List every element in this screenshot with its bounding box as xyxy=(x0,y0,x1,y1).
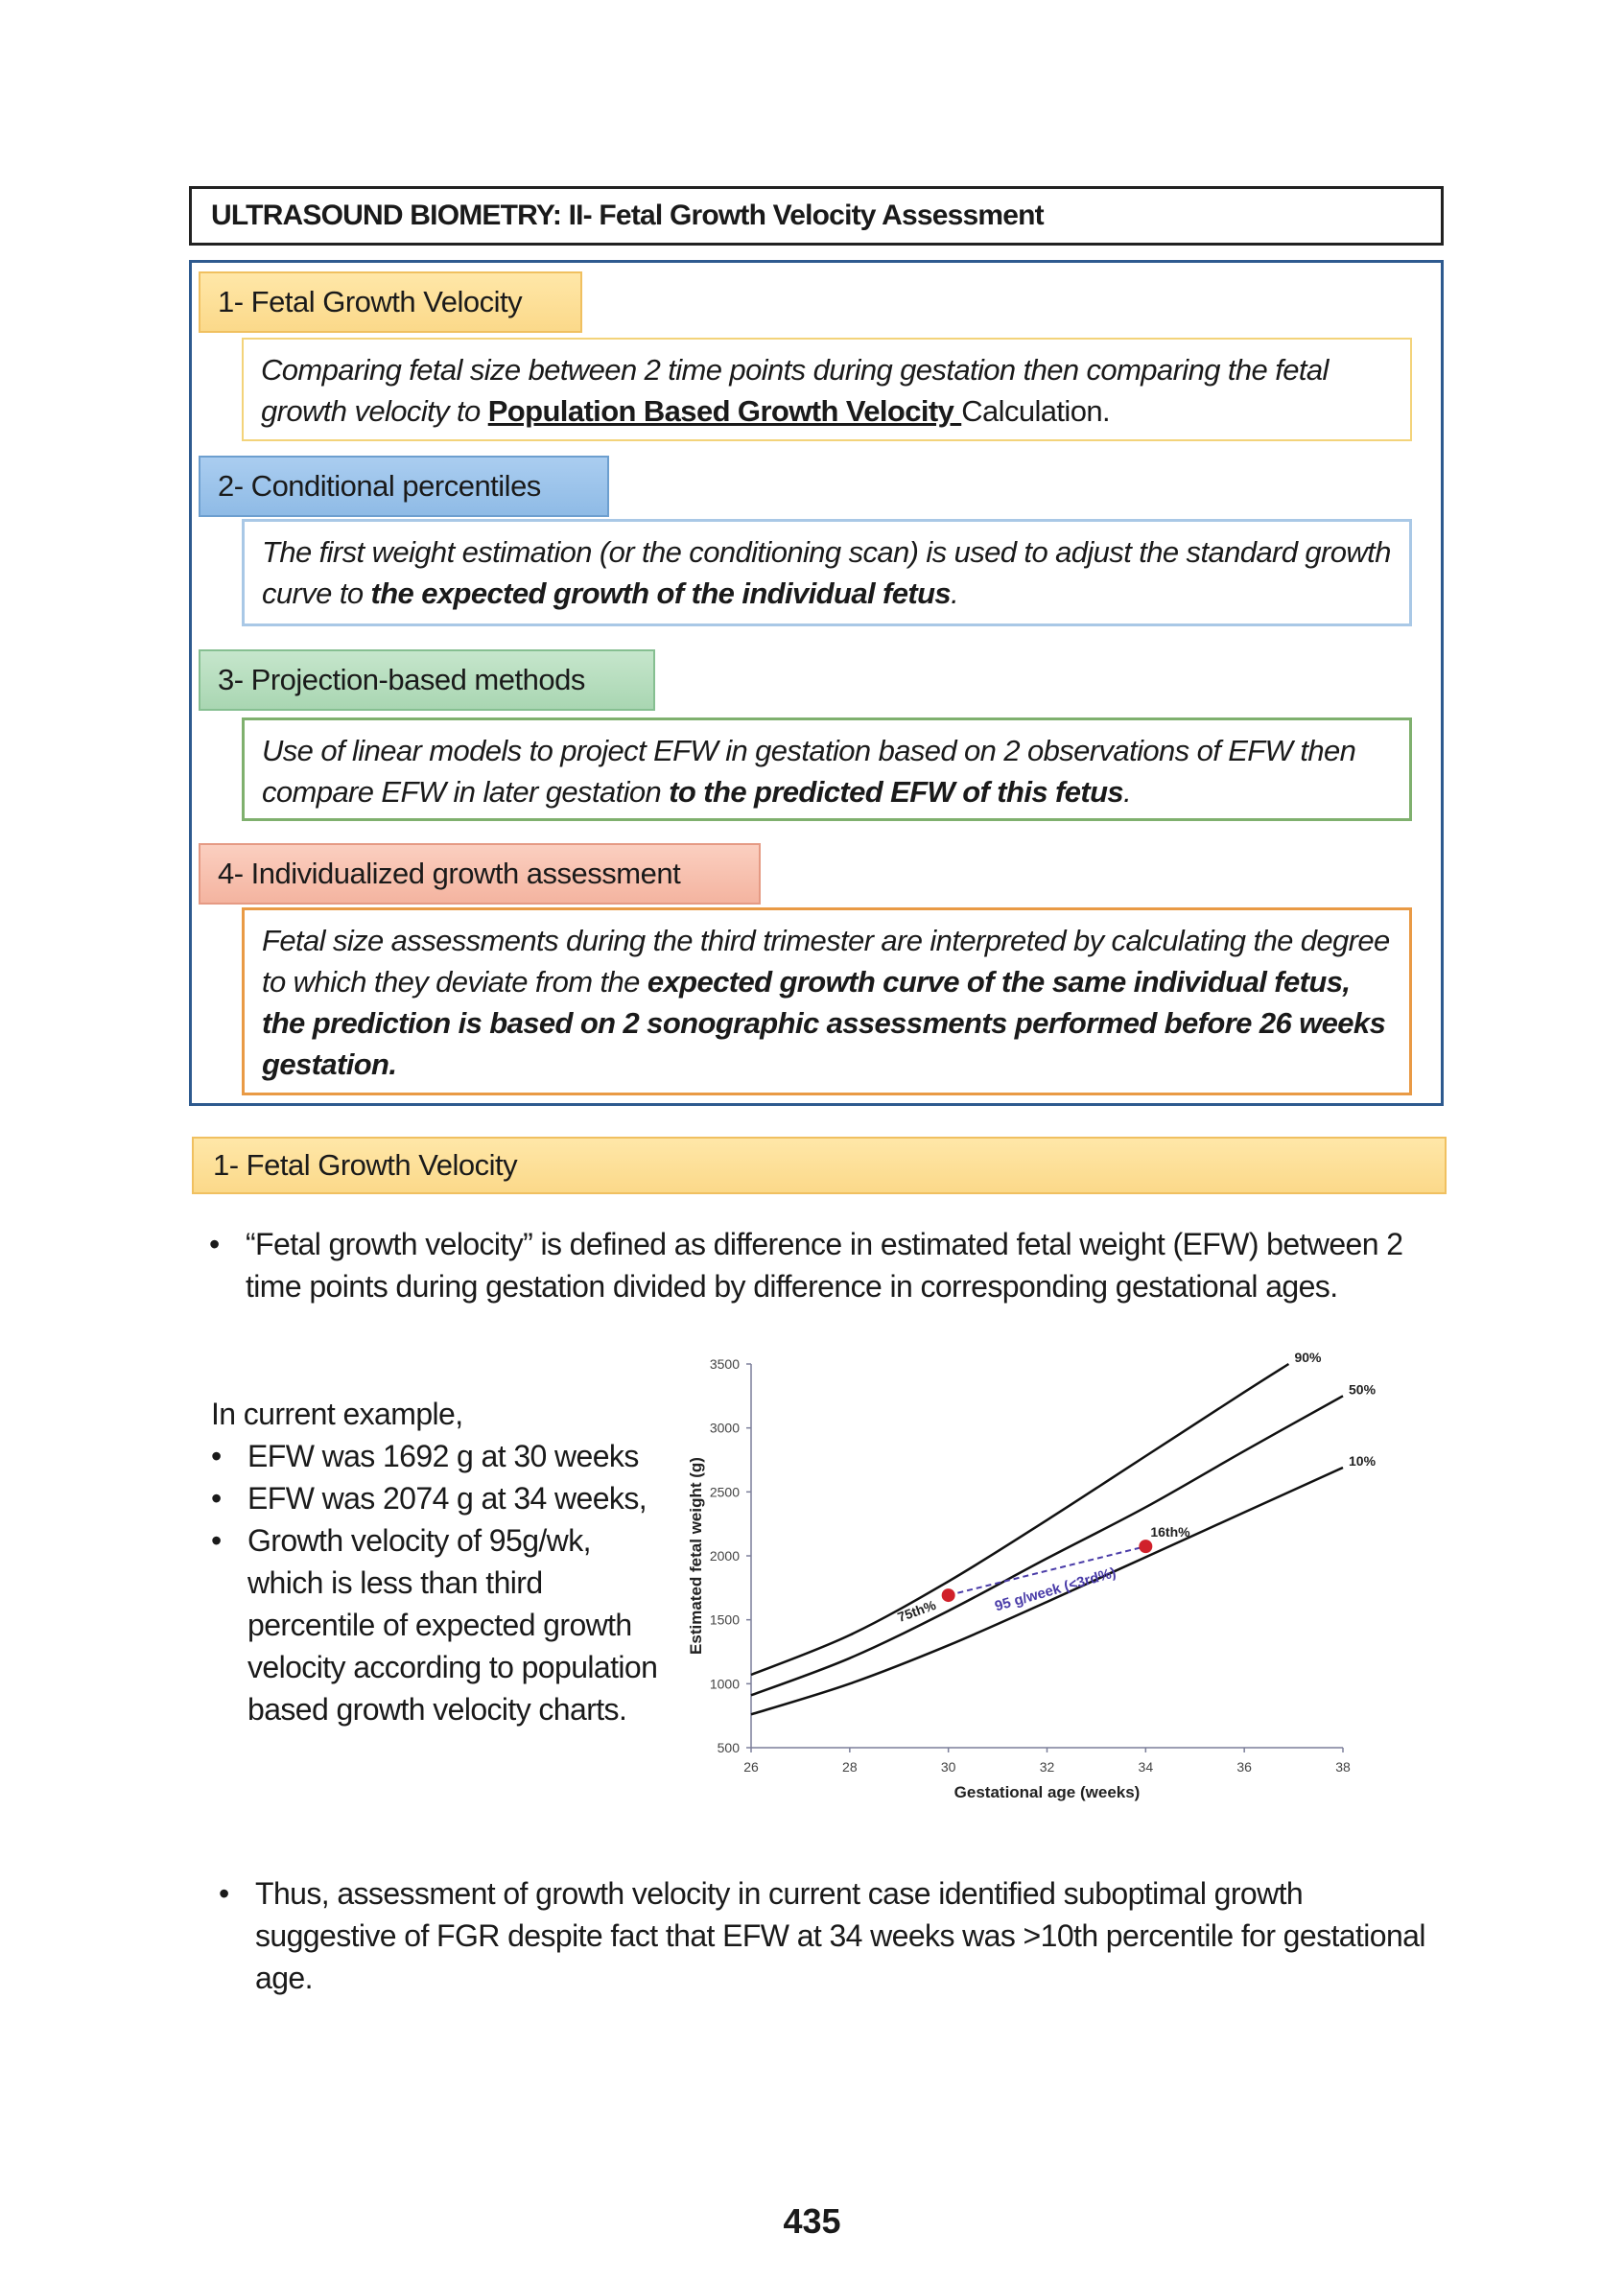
y-tick-label: 2500 xyxy=(709,1484,740,1500)
data-point xyxy=(942,1588,955,1602)
method-heading-3: 3- Projection-based methods xyxy=(199,649,655,711)
bullet-icon: • xyxy=(211,1481,222,1516)
method-heading-2: 2- Conditional percentiles xyxy=(199,456,609,517)
x-tick-label: 30 xyxy=(940,1759,956,1775)
example-bullet xyxy=(211,1519,691,1730)
method-description-3 xyxy=(242,717,1412,821)
x-tick-label: 36 xyxy=(1236,1759,1252,1775)
y-axis-label: Estimated fetal weight (g) xyxy=(687,1457,705,1655)
example-block xyxy=(211,1393,691,1730)
description-end: . xyxy=(951,576,959,610)
y-tick-label: 3500 xyxy=(709,1356,740,1372)
x-tick-label: 26 xyxy=(743,1759,759,1775)
description-bold: the expected growth of the individual fetus xyxy=(370,576,952,610)
x-tick-label: 38 xyxy=(1335,1759,1351,1775)
bullet-icon: • xyxy=(219,1876,229,1911)
description-bold: expected growth curve of the same individual fetus, the prediction is based on 2 sonographic assessments performed before 26 weeks gestation. xyxy=(262,965,1386,1081)
growth-chart xyxy=(671,1343,1400,1861)
series-label: 90% xyxy=(1294,1350,1322,1365)
x-tick-label: 32 xyxy=(1039,1759,1055,1775)
method-heading-1: 1- Fetal Growth Velocity xyxy=(199,271,582,333)
description-text: Comparing fetal size between 2 time points during gestation then comparing the fetal growth velocity to xyxy=(261,353,1329,428)
series-line-50pct xyxy=(751,1396,1343,1695)
bullet-icon: • xyxy=(211,1439,222,1473)
bullet-icon: • xyxy=(209,1227,220,1261)
series-line-90pct xyxy=(751,1364,1288,1675)
page-title-box xyxy=(189,186,1444,246)
velocity-label: 95 g/week (<3rd%) xyxy=(993,1564,1118,1615)
description-text: Fetal size assessments during the third trimester are interpreted by calculating the degree to which they deviate from the xyxy=(262,924,1390,999)
y-tick-label: 1500 xyxy=(709,1611,740,1628)
method-heading-4: 4- Individualized growth assessment xyxy=(199,843,761,905)
data-point-label: 75th% xyxy=(895,1596,938,1625)
description-text: The first weight estimation (or the conditioning scan) is used to adjust the standard growth curve to xyxy=(262,535,1391,610)
description-bold: to the predicted EFW of this fetus xyxy=(669,775,1124,809)
page-title: ULTRASOUND BIOMETRY: II- Fetal Growth Velocity Assessment xyxy=(211,200,1044,231)
data-point-label: 16th% xyxy=(1150,1524,1190,1540)
conclusion-bullet xyxy=(219,1872,1427,1999)
example-lead: In current example, xyxy=(211,1397,463,1431)
y-tick-label: 500 xyxy=(717,1740,740,1755)
x-tick-label: 34 xyxy=(1138,1759,1154,1775)
series-label: 50% xyxy=(1349,1381,1377,1398)
bullet-icon: • xyxy=(211,1523,222,1558)
section-heading: 1- Fetal Growth Velocity xyxy=(192,1137,1447,1194)
data-point xyxy=(1139,1540,1152,1553)
x-tick-label: 28 xyxy=(842,1759,858,1775)
example-bullet xyxy=(211,1477,691,1519)
intro-text: “Fetal growth velocity” is defined as difference in estimated fetal weight (EFW) between 2 time points during gestation divided by difference in corresponding gestational ages. xyxy=(246,1227,1403,1304)
chart-axes xyxy=(710,1356,1351,1775)
x-axis-label: Gestational age (weeks) xyxy=(953,1783,1141,1801)
y-tick-label: 3000 xyxy=(709,1420,740,1436)
y-tick-label: 2000 xyxy=(709,1548,740,1564)
y-tick-label: 1000 xyxy=(709,1676,740,1692)
conclusion-text: Thus, assessment of growth velocity in current case identified suboptimal growth suggestive of FGR despite fact that EFW at 34 weeks was >10th percentile for gestational age. xyxy=(255,1876,1425,1995)
description-text: Use of linear models to project EFW in gestation based on 2 observations of EFW then compare EFW in later gestation xyxy=(262,734,1356,809)
method-description-1 xyxy=(242,338,1412,441)
method-description-2 xyxy=(242,519,1412,626)
example-bullet xyxy=(211,1435,691,1477)
chart-series xyxy=(751,1350,1377,1714)
description-underlined: Population Based Growth Velocity xyxy=(487,394,962,428)
chart-points xyxy=(895,1524,1190,1625)
description-end: Calculation. xyxy=(961,394,1111,428)
example-bullet-text: Growth velocity of 95g/wk, which is less than third percentile of expected growth velocity according to population based growth velocity charts. xyxy=(247,1523,658,1727)
description-end: . xyxy=(1123,775,1132,809)
intro-bullet xyxy=(209,1223,1418,1307)
example-bullet-text: EFW was 2074 g at 34 weeks, xyxy=(247,1481,647,1516)
series-label: 10% xyxy=(1349,1453,1377,1469)
example-bullet-text: EFW was 1692 g at 30 weeks xyxy=(247,1439,639,1473)
method-description-4 xyxy=(242,907,1412,1095)
page-number: 435 xyxy=(783,2201,841,2241)
